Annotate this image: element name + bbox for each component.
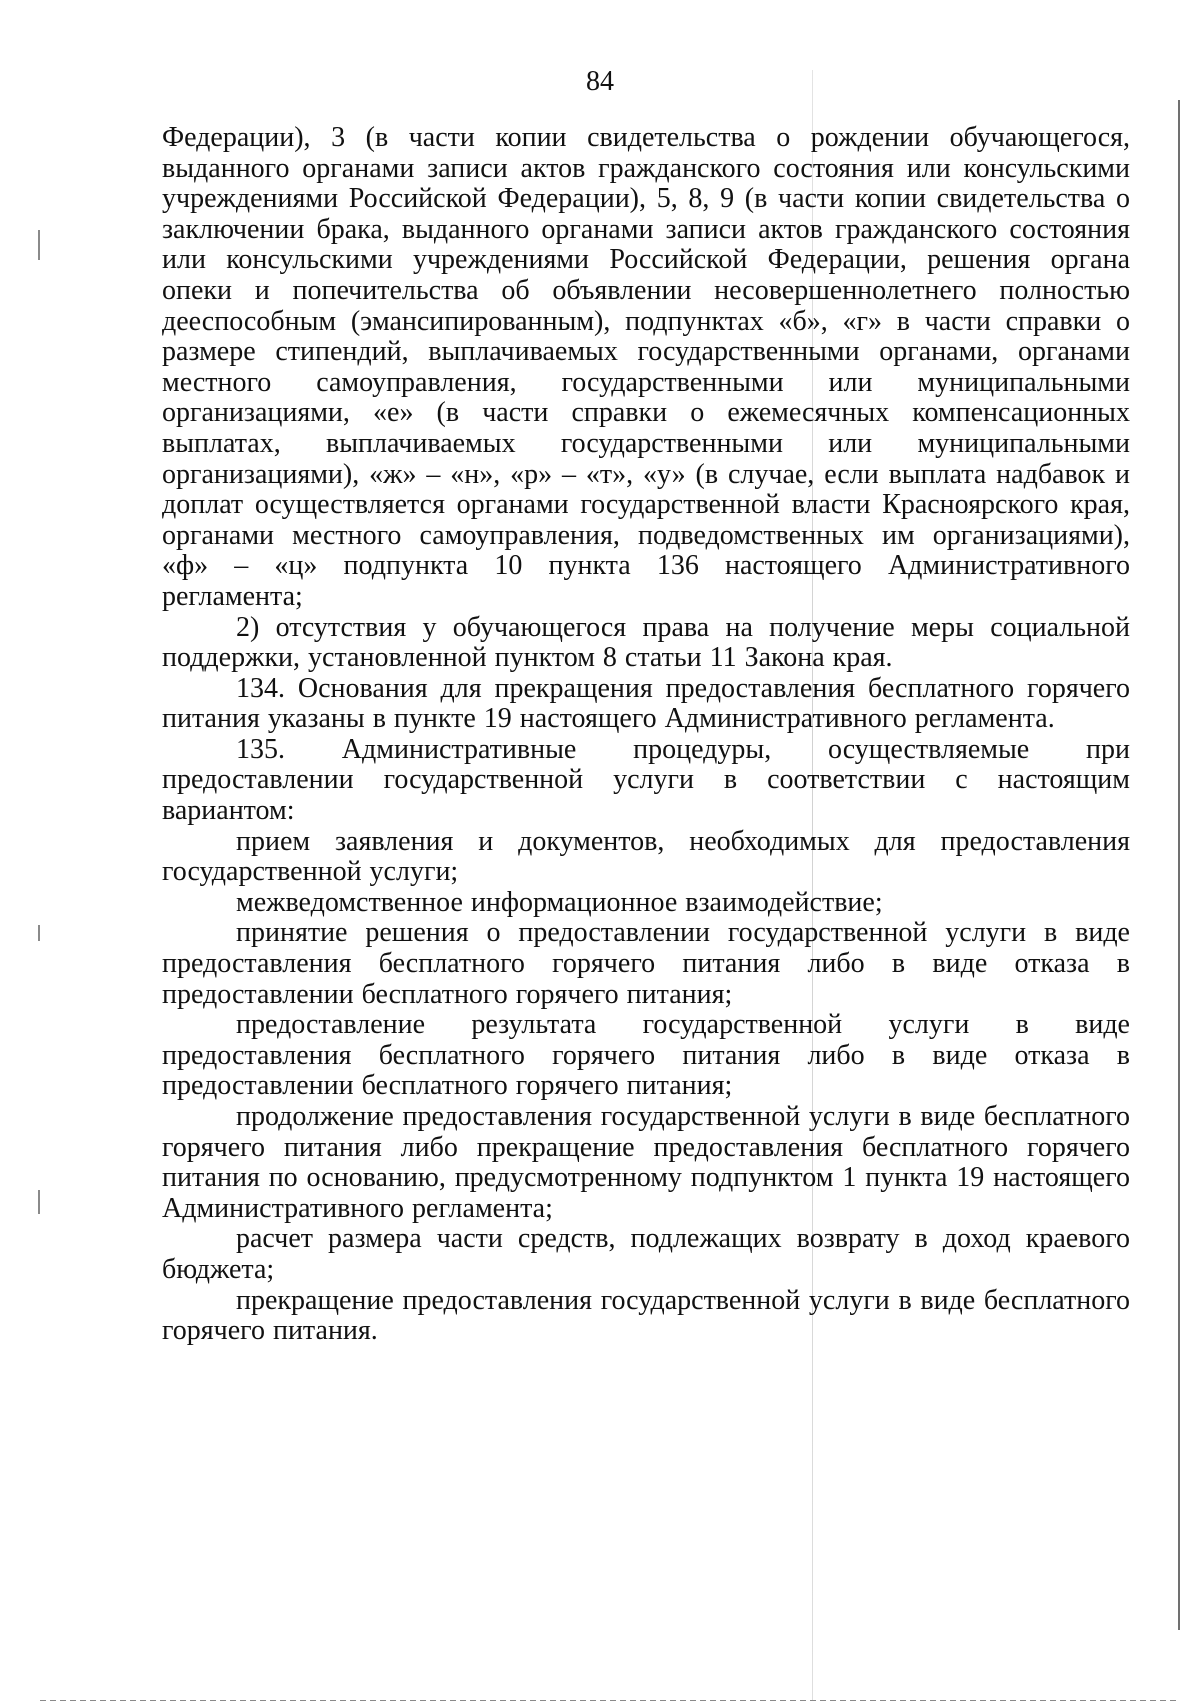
paragraph: 2) отсутствия у обучающегося права на получение меры социальной поддержки, установленной пунктом 8 статьи 11 Закона края. xyxy=(162,611,1130,674)
list-item: продолжение предоставления государственной услуги в виде бесплатного горячего питания либо прекращение предоставления бесплатного горячего питания по основанию, предусмотренному подпунктом 1 пункта 19 настоящего Административного регламента; xyxy=(162,1101,1130,1224)
paragraph: 135. Административные процедуры, осуществляемые при предоставлении государственной услуги в соответствии с настоящим вариантом: xyxy=(162,733,1130,827)
list-item: прием заявления и документов, необходимых для предоставления государственной услуги; xyxy=(162,825,1130,888)
list-item: расчет размера части средств, подлежащих возврату в доход краевого бюджета; xyxy=(162,1223,1130,1285)
scan-edge-line xyxy=(1178,100,1180,1630)
page-number: 84 xyxy=(586,66,614,97)
scan-margin-mark xyxy=(38,1190,40,1214)
scan-margin-mark xyxy=(38,230,40,260)
list-item: предоставление результата государственной услуги в виде предоставления бесплатного горячего питания либо в виде отказа в предоставлении бесплатного горячего питания; xyxy=(162,1009,1130,1102)
list-item: межведомственное информационное взаимодействие; xyxy=(236,886,883,918)
document-body xyxy=(162,123,1130,1347)
scan-margin-mark xyxy=(38,925,40,941)
list-item: принятие решения о предоставлении государственной услуги в виде предоставления бесплатного горячего питания либо в виде отказа в предоставлении бесплатного горячего питания; xyxy=(162,917,1130,1010)
paragraph: 134. Основания для прекращения предоставления бесплатного горячего питания указаны в пункте 19 настоящего Административного регламента. xyxy=(162,672,1130,735)
list-item: прекращение предоставления государственной услуги в виде бесплатного горячего питания. xyxy=(162,1284,1130,1347)
paragraph: Федерации), 3 (в части копии свидетельства о рождении обучающегося, выданного органами записи актов гражданского состояния или консульскими учреждениями Российской Федерации), 5, 8, 9 (в части копии свидетельства о заключении брака, выданного органами записи актов гражданского состояния или консульскими учреждениями Российской Федерации, решения органа опеки и попечительства об объявлении несовершеннолетнего полностью дееспособным (эмансипированным), подпунктах «б», «г» в части справки о размере стипендий, выплачиваемых государственными органами, органами местного самоуправления, государственными или муниципальными организациями, «е» (в части справки о ежемесячных компенсационных выплатах, выплачиваемых государственными или муниципальными организациями), «ж» – «н», «р» – «т», «у» (в случае, если выплата надбавок и доплат осуществляется органами государственной власти Красноярского края, органами местного самоуправления, подведомственных им организациями), «ф» – «ц» подпункта 10 пункта 136 настоящего Административного регламента; xyxy=(162,122,1130,612)
scan-bottom-edge xyxy=(40,1700,1180,1701)
